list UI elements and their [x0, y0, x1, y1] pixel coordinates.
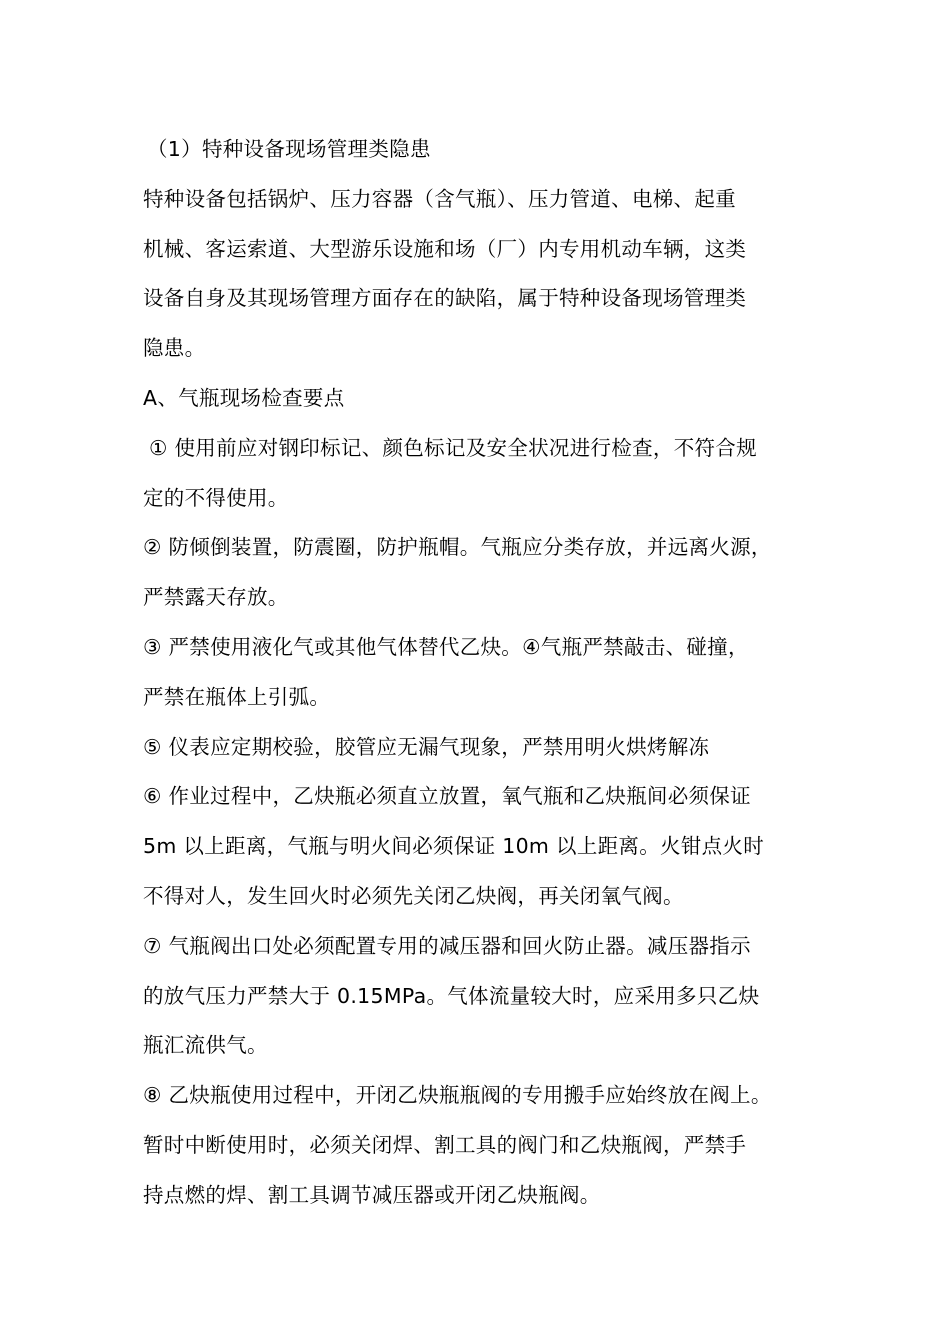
document-body — [143, 125, 823, 1221]
checklist-item-1 — [143, 424, 823, 524]
checklist-item-8 — [143, 1071, 823, 1220]
section-heading: （1）特种设备现场管理类隐患 — [147, 137, 431, 161]
text-line: 不得对人，发生回火时必须先关闭乙炔阀，再关闭氧气阀。 — [143, 883, 684, 908]
text-line: 暂时中断使用时，必须关闭焊、割工具的阀门和乙炔瓶阀，严禁手 — [143, 1132, 747, 1157]
text-line: ② 防倾倒装置，防震圈，防护瓶帽。气瓶应分类存放，并远离火源， — [143, 535, 772, 560]
text-line: 设备自身及其现场管理方面存在的缺陷，属于特种设备现场管理类 — [143, 286, 747, 311]
checklist-item-7 — [143, 922, 823, 1071]
checklist-item-3 — [143, 623, 823, 723]
text-line: ⑧ 乙炔瓶使用过程中，开闭乙炔瓶瓶阀的专用搬手应始终放在阀上。 — [143, 1083, 772, 1108]
intro-paragraph — [143, 175, 823, 374]
checklist-item-5 — [143, 723, 823, 773]
text-line: ⑦ 气瓶阀出口处必须配置专用的减压器和回火防止器。减压器指示 — [143, 933, 751, 958]
text-line: 严禁露天存放。 — [143, 585, 289, 610]
text-line: 瓶汇流供气。 — [143, 1033, 268, 1058]
text-line: ③ 严禁使用液化气或其他气体替代乙炔。④气瓶严禁敲击、碰撞， — [143, 634, 749, 659]
subheading: A、气瓶现场检查要点 — [143, 385, 345, 410]
text-line: 隐患。 — [143, 336, 206, 361]
text-line: 机械、客运索道、大型游乐设施和场（厂）内专用机动车辆，这类 — [143, 236, 747, 261]
text-line: 特种设备包括锅炉、压力容器（含气瓶）、压力管道、电梯、起重 — [143, 186, 736, 211]
checklist-item-2 — [143, 523, 823, 623]
checklist-item-6 — [143, 772, 823, 921]
text-line: 5m 以上距离，气瓶与明火间必须保证 10m 以上距离。火钳点火时 — [143, 834, 765, 859]
text-line: 的放气压力严禁大于 0.15MPa。气体流量较大时，应采用多只乙炔 — [143, 983, 760, 1008]
text-line: ⑤ 仪表应定期校验，胶管应无漏气现象，严禁用明火烘烤解冻 — [143, 734, 710, 759]
text-line: 持点燃的焊、割工具调节减压器或开闭乙炔瓶阀。 — [143, 1182, 601, 1207]
text-line: 定的不得使用。 — [143, 485, 289, 510]
text-line: ⑥ 作业过程中，乙炔瓶必须直立放置，氧气瓶和乙炔瓶间必须保证 — [143, 784, 751, 809]
text-line: ① 使用前应对钢印标记、颜色标记及安全状况进行检查，不符合规 — [149, 435, 757, 460]
text-line: 严禁在瓶体上引弧。 — [143, 684, 331, 709]
